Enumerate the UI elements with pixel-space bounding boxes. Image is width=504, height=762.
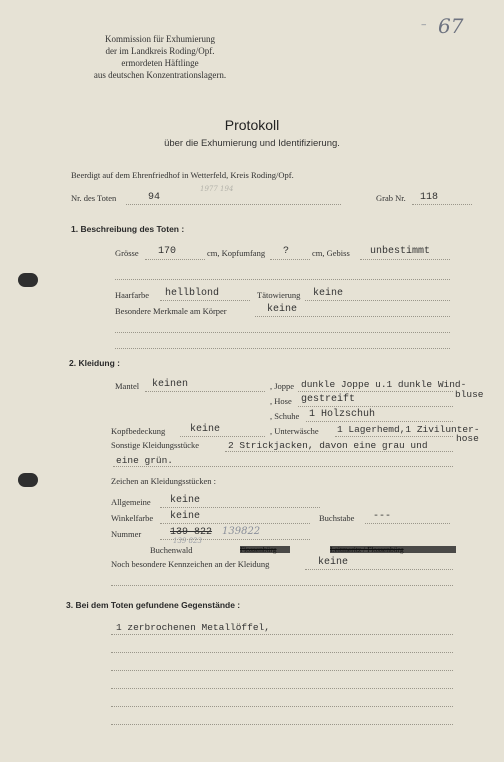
lager-leitmeritz: Leitmeritz / Flossenbürg <box>330 545 404 554</box>
groesse-label: Grösse <box>115 248 139 258</box>
hose-label: , Hose <box>270 396 292 406</box>
gebiss-value: unbestimmt <box>370 246 431 257</box>
document-title: Protokoll <box>224 117 280 133</box>
kopfumfang-label: cm, Kopfumfang <box>207 248 266 258</box>
joppe-line <box>298 391 453 392</box>
sonstige-value: 2 Strickjacken, davon eine grau und <box>228 440 428 451</box>
mantel-value: keinen <box>152 379 189 390</box>
kopfbedeckung-value: keine <box>190 424 221 435</box>
gegenstaende-line-5 <box>111 706 453 707</box>
document-subtitle: über die Exhumierung und Identifizierung. <box>164 138 340 149</box>
winkelfarbe-value: keine <box>170 511 201 522</box>
groesse-value: 170 <box>158 246 177 257</box>
header-line-2: der im Landkreis Roding/Opf. <box>105 46 215 56</box>
taetowierung-value: keine <box>313 288 344 299</box>
header-line-4: aus deutschen Konzentrationslagern. <box>93 70 227 80</box>
haarfarbe-value: hellblond <box>165 288 220 299</box>
sonstige-line <box>225 451 453 452</box>
header-line-3: ermordeten Häftlinge <box>121 58 199 68</box>
nr-toten-line <box>126 204 341 205</box>
unterwaesche-value-2: hose <box>456 433 479 444</box>
burial-place: Beerdigt auf dem Ehrenfriedhof in Wetterfeld, Kreis Roding/Opf. <box>71 170 294 180</box>
nummer-line <box>160 539 310 540</box>
nummer-value: 139 822 <box>170 527 213 538</box>
blank-line <box>115 279 450 280</box>
gebiss-label: cm, Gebiss <box>312 248 350 258</box>
unterwaesche-value: 1 Lagerhemd,1 Zivilunter- <box>337 424 480 435</box>
grab-nr-label: Grab Nr. <box>376 193 406 203</box>
schuhe-line <box>306 421 453 422</box>
zeichen-label: Zeichen an Kleidungsstücken : <box>111 476 217 486</box>
section-3-title: 3. Bei dem Toten gefundene Gegenstände : <box>66 600 241 610</box>
header-line-1: Kommission für Exhumierung <box>105 34 215 44</box>
schuhe-label: , Schuhe <box>270 411 300 421</box>
taetowierung-line <box>305 300 450 301</box>
grab-nr-line <box>412 204 472 205</box>
noch-label: Noch besondere Kennzeichen an der Kleidung <box>111 559 270 569</box>
joppe-value-2: bluse <box>455 389 484 400</box>
gegenstaende-line-2 <box>111 652 453 653</box>
gegenstaende-value: 1 zerbrochenen Metallöffel, <box>116 622 270 633</box>
merkmale-value: keine <box>267 304 298 315</box>
gegenstaende-line-3 <box>111 670 453 671</box>
mantel-label: Mantel <box>115 381 140 391</box>
gegenstaende-line-4 <box>111 688 453 689</box>
grab-nr-value: 118 <box>420 192 439 203</box>
hose-line <box>298 406 453 407</box>
gegenstaende-line-6 <box>111 724 453 725</box>
sonstige-label: Sonstige Kleidungsstücke <box>111 440 200 450</box>
nr-toten-label: Nr. des Toten <box>71 193 117 203</box>
sonstige-value-2: eine grün. <box>116 455 174 466</box>
haarfarbe-label: Haarfarbe <box>115 290 149 300</box>
buchstabe-value: --- <box>373 511 392 522</box>
haarfarbe-line <box>160 300 250 301</box>
punch-hole-bottom <box>18 473 38 487</box>
nummer-label: Nummer <box>111 529 142 539</box>
lager-flossenbuerg: Flossenbürg <box>240 545 277 554</box>
kopfbedeckung-label: Kopfbedeckung <box>111 426 166 436</box>
joppe-label: , Joppe <box>270 381 295 391</box>
page-number: 67 <box>438 14 464 38</box>
allgemeine-value: keine <box>170 495 201 506</box>
hose-value: gestreift <box>301 394 356 405</box>
schuhe-value: 1 Holzschuh <box>309 409 376 420</box>
nr-toten-value: 94 <box>148 192 161 203</box>
section-2-title: 2. Kleidung : <box>69 358 120 368</box>
section-1-title: 1. Beschreibung des Toten : <box>71 224 185 234</box>
nummer-handwritten-2: 139 823 <box>173 537 202 545</box>
kopfumfang-value: ? <box>283 246 290 257</box>
unterwaesche-label: , Unterwäsche <box>270 426 319 436</box>
kopfumfang-line <box>270 259 310 260</box>
allgemeine-label: Allgemeine <box>111 497 151 507</box>
dash-mark: – <box>421 18 427 31</box>
noch-line <box>305 569 453 570</box>
blank-line <box>111 585 453 586</box>
gebiss-line <box>360 259 450 260</box>
commission-header <box>70 33 250 81</box>
faint-note: 1977 194 <box>200 185 234 193</box>
mantel-line <box>145 391 265 392</box>
joppe-value: dunkle Joppe u.1 dunkle Wind- <box>301 379 467 390</box>
winkelfarbe-label: Winkelfarbe <box>111 513 154 523</box>
merkmale-label: Besondere Merkmale am Körper <box>115 306 227 316</box>
kopfbedeckung-line <box>180 436 265 437</box>
groesse-line <box>145 259 205 260</box>
buchstabe-line <box>365 523 450 524</box>
lager-buchenwald: Buchenwald <box>150 545 193 555</box>
blank-line <box>115 332 450 333</box>
sonstige-line-2 <box>113 466 453 467</box>
taetowierung-label: Tätowierung <box>257 290 301 300</box>
unterwaesche-line <box>335 436 453 437</box>
punch-hole-top <box>18 273 38 287</box>
gegenstaende-line-1 <box>111 634 453 635</box>
buchstabe-label: Buchstabe <box>319 513 355 523</box>
noch-value: keine <box>318 557 349 568</box>
winkelfarbe-line <box>160 523 310 524</box>
merkmale-line <box>255 316 450 317</box>
allgemeine-line <box>160 507 320 508</box>
blank-line <box>115 348 450 349</box>
nummer-handwritten: 139822 <box>222 526 261 537</box>
